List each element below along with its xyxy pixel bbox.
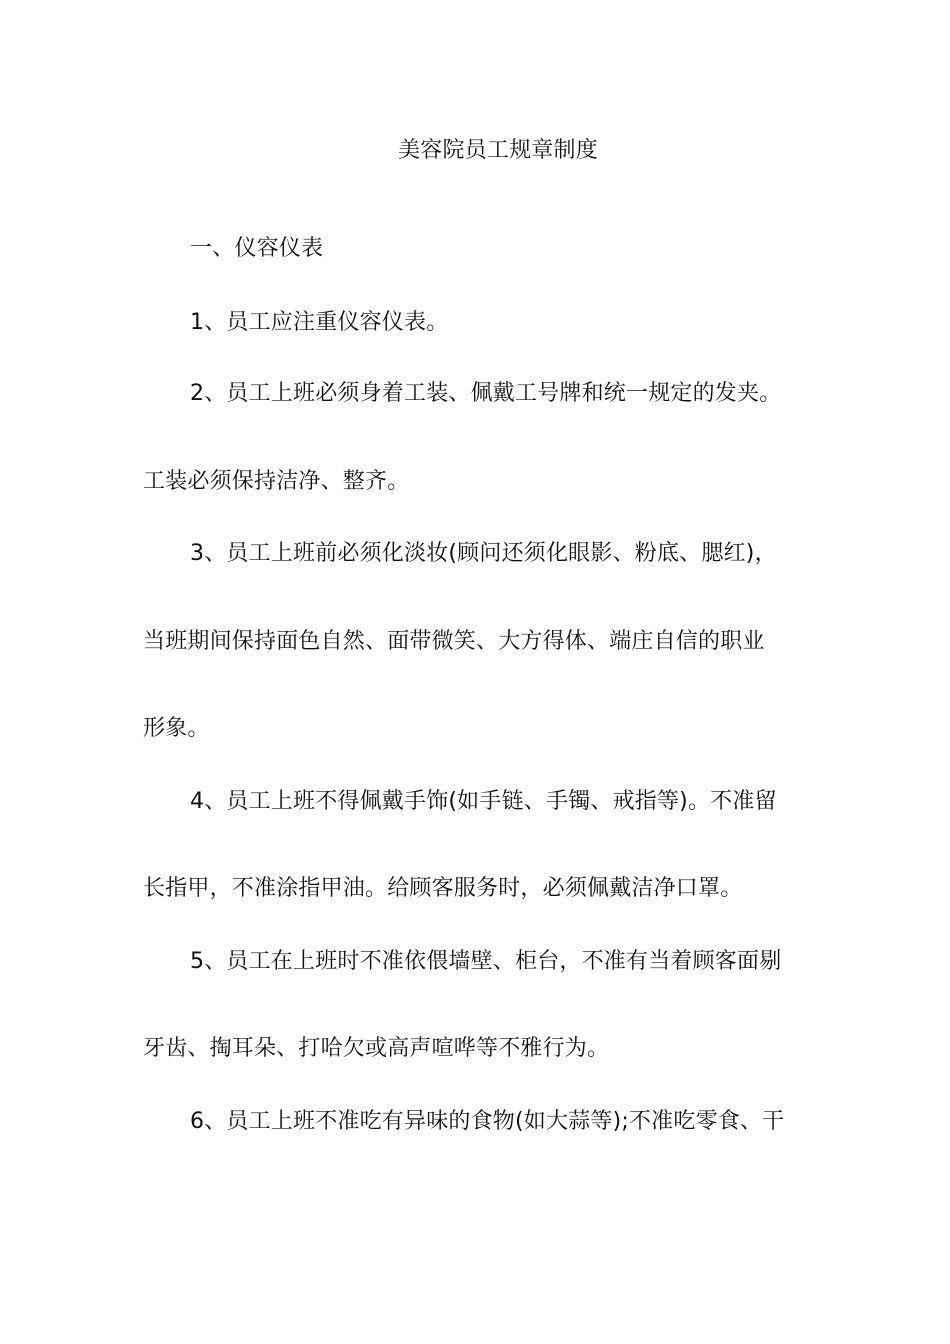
paragraph-line: 长指甲，不准涂指甲油。给顾客服务时，必须佩戴洁净口罩。	[143, 876, 743, 901]
paragraph-line: 1、员工应注重仪容仪表。	[190, 310, 449, 335]
paragraph-line: 2、员工上班必须身着工装、佩戴工号牌和统一规定的发夹。	[190, 381, 782, 406]
section-heading: 一、仪容仪表	[190, 236, 324, 261]
paragraph-line: 4、员工上班不得佩戴手饰(如手链、手镯、戒指等)。不准留	[190, 789, 777, 814]
paragraph-line: 牙齿、掏耳朵、打哈欠或高声喧哗等不雅行为。	[143, 1036, 610, 1061]
paragraph-line: 6、员工上班不准吃有异味的食物(如大蒜等);不准吃零食、干	[190, 1109, 785, 1134]
paragraph-line: 5、员工在上班时不准依偎墙壁、柜台，不准有当着顾客面剔	[190, 949, 782, 974]
paragraph-line: 当班期间保持面色自然、面带微笑、大方得体、端庄自信的职业	[143, 629, 765, 654]
paragraph-line: 形象。	[143, 716, 210, 741]
paragraph-line: 工装必须保持洁净、整齐。	[143, 469, 410, 494]
document-title: 美容院员工规章制度	[398, 138, 598, 163]
paragraph-line: 3、员工上班前必须化淡妆(顾问还须化眼影、粉底、腮红)，	[190, 541, 777, 566]
